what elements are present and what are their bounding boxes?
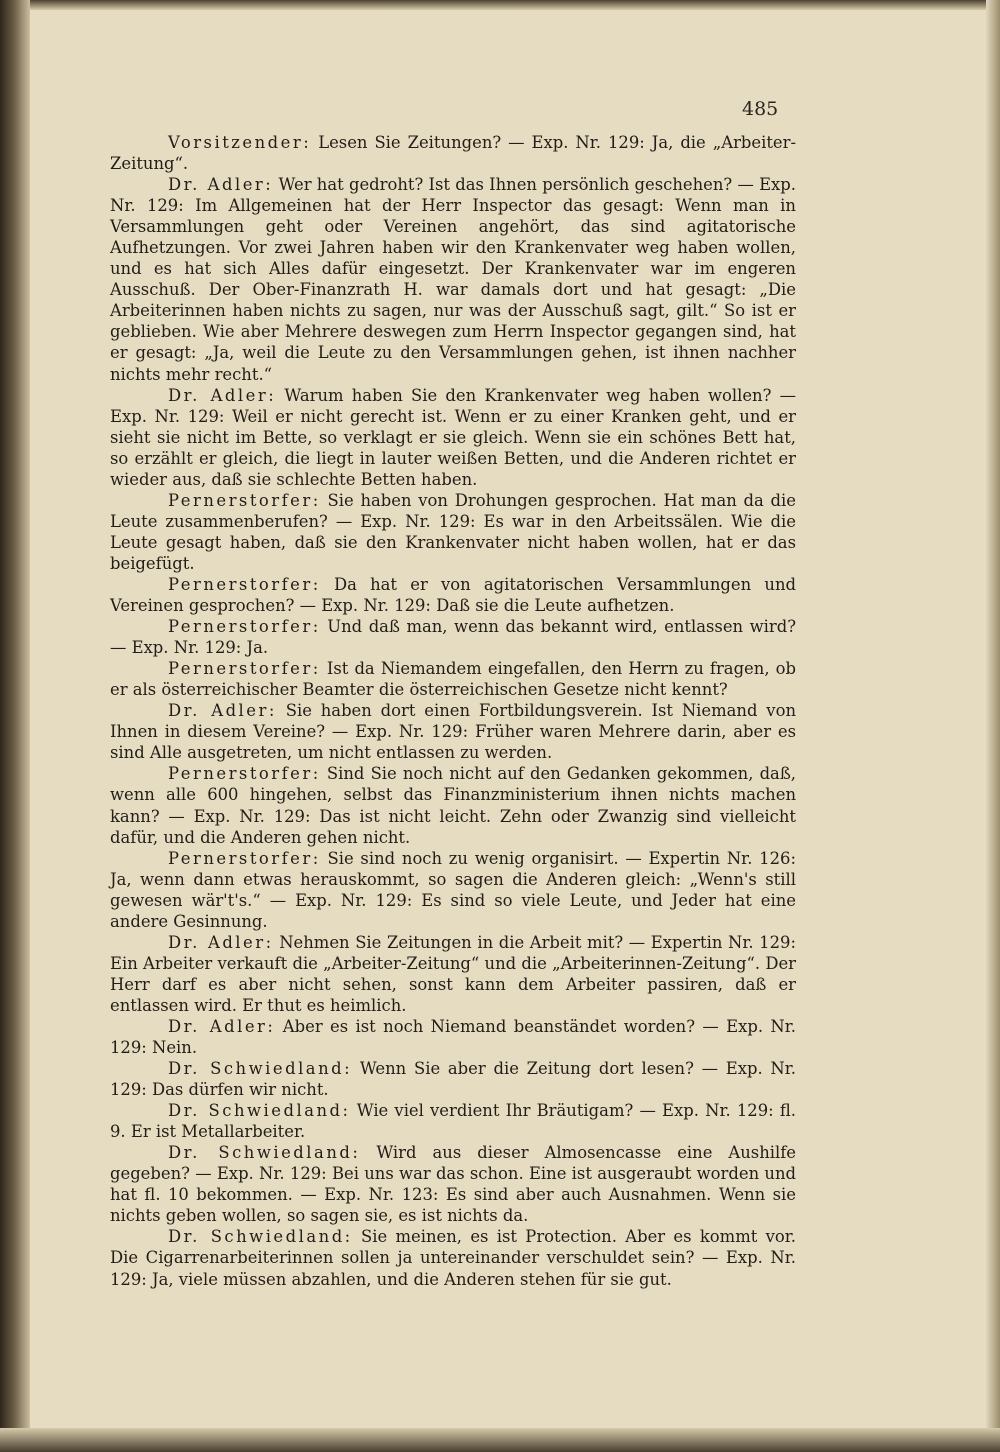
paragraph	[110, 700, 796, 763]
paragraph	[110, 1016, 796, 1058]
paragraph-text: Da hat er von agitatorischen Versammlungen und Vereinen gesprochen? — Exp. Nr. 129: Daß sie die Leute aufhetzen.	[110, 574, 796, 616]
speaker: Dr. Adler:	[168, 1016, 276, 1036]
paragraph-text: Nehmen Sie Zeitungen in die Arbeit mit? — Expertin Nr. 129: Ein Arbeiter verkauft die „Arbeiter-Zeitung“ und die „Arbeiterinnen-Zeitung“. Der Herr darf es aber nicht sehen, sonst kann dem Arbeiter passiren, daß er entlassen wird. Er thut es heimlich.	[110, 932, 796, 1015]
speaker: Vorsitzender:	[168, 133, 312, 152]
paragraph-text: Warum haben Sie den Krankenvater weg haben wollen? — Exp. Nr. 129: Weil er nicht gerecht ist. Wenn er zu einer Kranken geht, und er sieht sie nicht im Bette, so verklagt er sie gleich. Wenn sie ein schönes Bett hat, so erzählt er gleich, die liegt in lauter weißen Betten, und die Anderen richtet er wieder aus, daß sie schlechte Betten haben.	[110, 385, 796, 489]
paragraph-text: Sie meinen, es ist Protection. Aber es kommt vor. Die Cigarrenarbeiterinnen sollen ja untereinander verschuldet sein? — Exp. Nr. 129: Ja, viele müssen abzahlen, und die Anderen stehen für sie gut.	[110, 1227, 797, 1289]
paragraph-text: Wenn Sie aber die Zeitung dort lesen? — Exp. Nr. 129: Das dürfen wir nicht.	[110, 1059, 796, 1100]
paragraph	[110, 1058, 796, 1100]
paragraph	[110, 574, 796, 616]
paragraph	[110, 932, 796, 1016]
paragraph-text: Sie sind noch zu wenig organisirt. — Expertin Nr. 126: Ja, wenn dann etwas herauskommt, so sagen die Anderen gleich: „Wenn's still gewesen wär't's.“ — Exp. Nr. 129: Es sind so viele Leute, und Jeder hat eine andere Gesinnung.	[110, 848, 796, 931]
speaker: Dr. Schwiedland:	[168, 1143, 361, 1163]
speaker: Pernerstorfer:	[168, 617, 321, 637]
speaker: Pernerstorfer:	[168, 490, 321, 510]
paragraph	[110, 763, 796, 847]
paragraph	[110, 848, 796, 932]
page-binding-edge	[0, 0, 30, 1452]
page-right-edge	[986, 0, 1000, 1452]
paragraph	[110, 385, 796, 490]
paragraph	[110, 490, 796, 574]
speaker: Pernerstorfer:	[168, 574, 321, 594]
speaker: Dr. Schwiedland:	[168, 1227, 353, 1247]
speaker: Dr. Adler:	[168, 932, 274, 952]
paragraph-text: Sie haben von Drohungen gesprochen. Hat man da die Leute zusammenberufen? — Exp. Nr. 129: Es war in den Arbeitssälen. Wie die Leute gesagt haben, daß sie den Krankenvater nicht haben wollen, hat er das beigefügt.	[110, 490, 796, 573]
speaker: Pernerstorfer:	[168, 764, 321, 784]
paragraph	[110, 658, 796, 700]
speaker: Dr. Adler:	[168, 385, 277, 405]
paragraph	[110, 1142, 796, 1226]
paragraph	[110, 132, 796, 174]
speaker: Dr. Adler:	[168, 175, 274, 195]
paragraph-text: Und daß man, wenn das bekannt wird, entlassen wird? — Exp. Nr. 129: Ja.	[110, 617, 796, 658]
page-number: 485	[742, 98, 779, 120]
paragraph	[110, 174, 796, 384]
paragraph-text: Ist da Niemandem eingefallen, den Herrn zu fragen, ob er als österreichischer Beamter die österreichischen Gesetze nicht kennt?	[110, 659, 796, 700]
paragraph	[110, 1226, 796, 1289]
speaker: Dr. Schwiedland:	[168, 1101, 351, 1121]
paragraph	[110, 616, 796, 658]
page-bottom-edge	[0, 1428, 1000, 1452]
paragraph-text: Lesen Sie Zeitungen? — Exp. Nr. 129: Ja, die „Arbeiter-Zeitung“.	[110, 133, 796, 174]
paragraph-text: Sind Sie noch nicht auf den Gedanken gekommen, daß, wenn alle 600 hingehen, selbst das Finanzministerium ihnen nichts machen kann? — Exp. Nr. 129: Das ist nicht leicht. Zehn oder Zwanzig sind vielleicht dafür, und die Anderen gehen nicht.	[110, 764, 796, 847]
speaker: Pernerstorfer:	[168, 659, 321, 679]
paragraph-text: Wie viel verdient Ihr Bräutigam? — Exp. Nr. 129: fl. 9. Er ist Metallarbeiter.	[110, 1101, 796, 1142]
speaker: Pernerstorfer:	[168, 848, 321, 868]
speaker: Dr. Schwiedland:	[168, 1059, 353, 1079]
page-top-edge	[0, 0, 1000, 10]
speaker: Dr. Adler:	[168, 701, 277, 721]
paragraph-text: Sie haben dort einen Fortbildungsverein. Ist Niemand von Ihnen in diesem Vereine? — Exp. Nr. 129: Früher waren Mehrere darin, aber es sind Alle ausgetreten, um nicht entlassen zu werden.	[110, 701, 796, 763]
body-text	[110, 132, 796, 1290]
paragraph-text: Wer hat gedroht? Ist das Ihnen persönlich geschehen? — Exp. Nr. 129: Im Allgemeinen hat der Herr Inspector das gesagt: Wenn man in Versammlungen geht oder Vereinen angehört, das sind agitatorische Aufhetzungen. Vor zwei Jahren haben wir den Krankenvater weg haben wollen, und es hat sich Alles dafür eingesetzt. Der Krankenvater war im engeren Ausschuß. Der Ober-Finanzrath H. war damals dort und hat gesagt: „Die Arbeiterinnen haben nichts zu sagen, nur was der Ausschuß sagt, gilt.“ So ist er geblieben. Wie aber Mehrere deswegen zum Herrn Inspector gegangen sind, hat er gesagt: „Ja, weil die Leute zu den Versammlungen gehen, ist ihnen nachher nichts mehr recht.“	[110, 175, 796, 384]
paragraph-text: Wird aus dieser Almosencasse eine Aushilfe gegeben? — Exp. Nr. 129: Bei uns war das schon. Eine ist ausgeraubt worden und hat fl. 10 bekommen. — Exp. Nr. 123: Es sind aber auch Ausnahmen. Wenn sie nichts geben wollen, so sagen sie, es ist nichts da.	[110, 1143, 797, 1226]
paragraph-text: Aber es ist noch Niemand beanständet worden? — Exp. Nr. 129: Nein.	[110, 1016, 797, 1058]
paragraph	[110, 1100, 796, 1142]
